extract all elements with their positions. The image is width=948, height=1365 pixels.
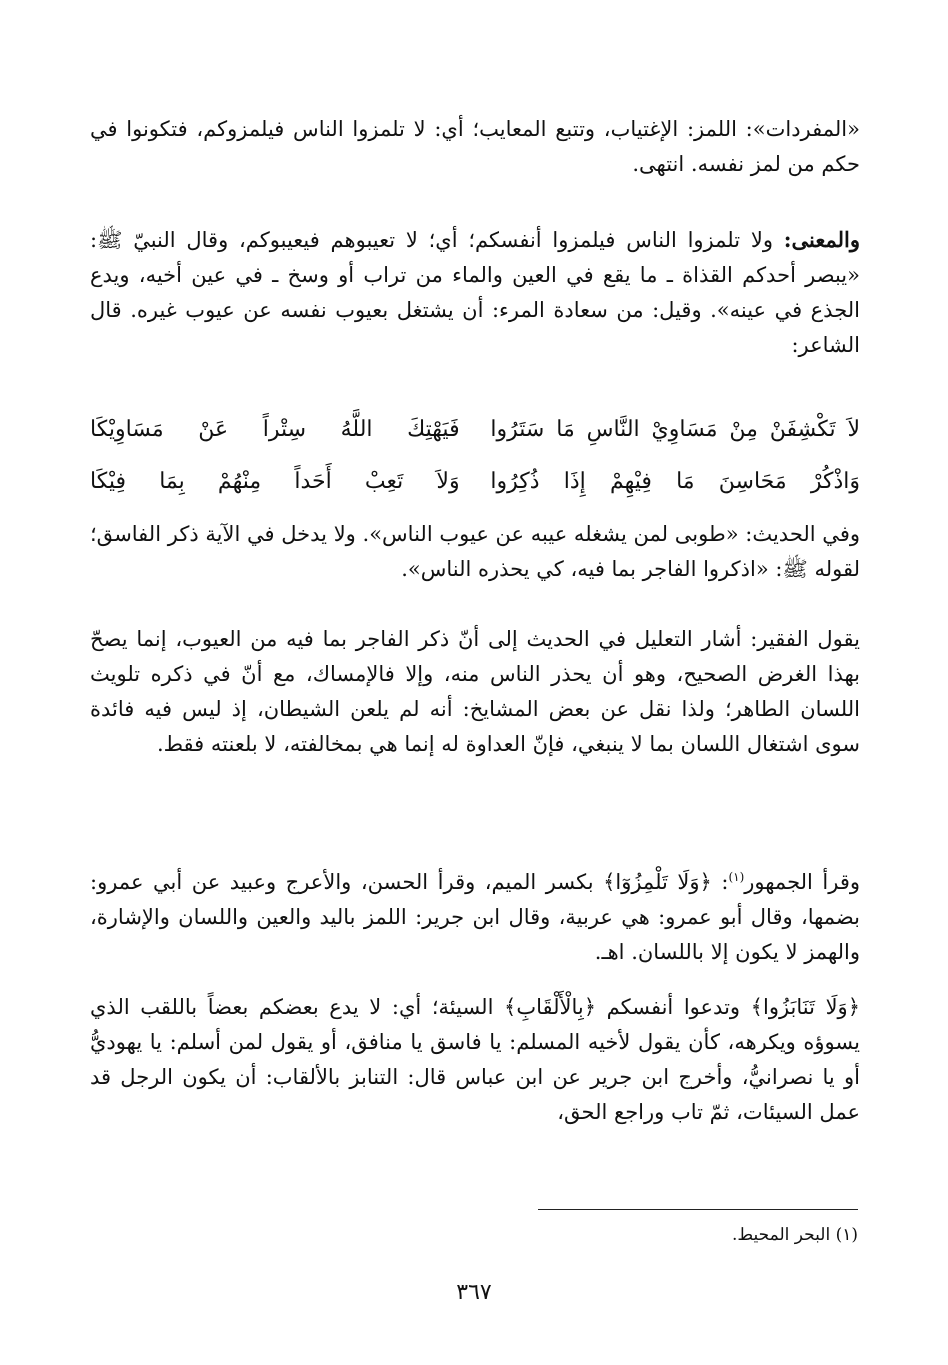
qiraat-lead: وقرأ الجمهور xyxy=(744,870,860,894)
verse-1-second-hemistich: فَيَهْتِكَ اللَّهُ سِتْراً عَنْ مَسَاوِيْكَا xyxy=(90,417,460,442)
footnote: (١) البحر المحيط. xyxy=(732,1225,858,1245)
paragraph-qiraat xyxy=(90,860,860,970)
paragraph-meaning xyxy=(90,222,860,363)
paragraph-hadith: وفي الحديث: «طوبى لمن يشغله عيبه عن عيوب الناس». ولا يدخل في الآية ذكر الفاسق؛ لقوله ﷺ: «اذكروا الفاجر بما فيه، كي يحذره الناس». xyxy=(90,522,860,581)
paragraph-faqir: يقول الفقير: أشار التعليل في الحديث إلى أنّ ذكر الفاجر بما فيه من العيوب، إنما يصحّ بهذا الغرض الصحيح، وهو أن يحذر الناس منه، وإلا فالإمساك، مع أنّ في ذكره تلويث اللسان الطاهر؛ ولذا نقل عن بعض المشايخ: أنه لم يلعن الشيطان، إذ ليس فيه فائدة سوى اشتغال اللسان بما لا ينبغي، فإنّ العداوة له إنما هي بمخالفته، لا بلعنته فقط. xyxy=(90,627,860,756)
footnote-divider xyxy=(538,1209,858,1210)
paragraph-mufradat: «المفردات»: اللمز: الإغتياب، وتتبع المعايب؛ أي: لا تلمزوا الناس فيلمزوكم، فتكونوا في حكم من لمز نفسه. انتهى. xyxy=(90,117,860,176)
qiraat-text: : ﴿وَلَا تَلْمِزُوٓا﴾ بكسر الميم، وقرأ الحسن، والأعرج وعبيد عن أبي عمرو: بضمها، وقال أبو عمرو: هي عربية، وقال ابن جرير: اللمز باليد والعين واللسان والإشارة، والهمز لا يكون إلا باللسان. اهـ. xyxy=(90,870,860,964)
meaning-text: ولا تلمزوا الناس فيلمزوا أنفسكم؛ أي؛ لا تعيبوهم فيعيبوكم، وقال النبيّ ﷺ: «يبصر أحدكم القذاة ـ ما يقع في العين والماء من تراب أو وسخ ـ في عين أخيه، ويدع الجذع في عينه». وقيل: من سعادة المرء: أن يشتغل بعيوب نفسه عن عيوب غيره. قال الشاعر: xyxy=(90,228,860,357)
paragraph-tanabuz: ﴿وَلَا تَنَابَزُوا﴾ وتدعوا أنفسكم ﴿بِالْأَلْقَابِ﴾ السيئة؛ أي: لا يدع بعضكم بعضاً باللقب الذي يسوؤه ويكرهه، كأن يقول لأخيه المسلم: يا فاسق يا منافق، أو يقول لمن أسلم: يا يهوديُّ أو يا نصرانيُّ، وأخرج ابن جرير عن ابن عباس قال: التنابز بالألقاب: أن يكون الرجل قد عمل السيئات، ثمّ تاب وراجع الحق، xyxy=(90,995,860,1124)
verse-2-first-hemistich: وَاذْكُرْ مَحَاسِنَ مَا فِيْهِمْ إِذَا ذُكِرُوا xyxy=(490,469,860,494)
verse-2-second-hemistich: وَلاَ تَعِبْ أَحَداً مِنْهُمْ بِمَا فِيْكَا xyxy=(90,469,460,494)
page-number: ٣٦٧ xyxy=(456,1280,492,1305)
footnote-marker: (١) xyxy=(728,870,745,884)
poem-verse-2 xyxy=(90,456,860,508)
meaning-lead: والمعنى: xyxy=(783,227,860,252)
poem xyxy=(90,404,860,508)
poem-verse-1 xyxy=(90,404,860,456)
verse-1-first-hemistich: لاَ تَكْشِفَنْ مِنْ مَسَاوِيْ النَّاسِ مَا سَتَرُوا xyxy=(490,417,860,442)
